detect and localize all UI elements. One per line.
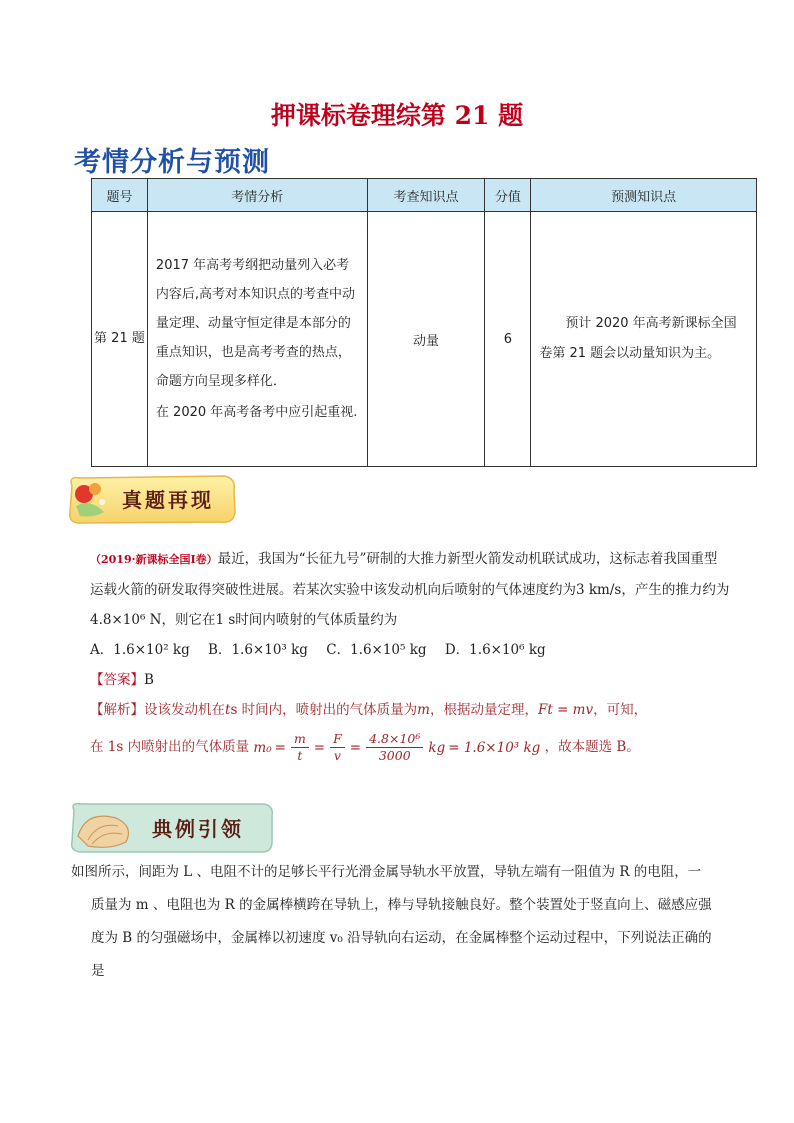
example-line: 度为 B 的匀强磁场中，金属棒以初速度 v₀ 沿导轨向右运动，在金属棒整个运动过程中，下列说法正确的: [91, 930, 712, 946]
fraction: [291, 731, 309, 764]
mass-formula: m₀ = $\frac{m}{t}$ = $\frac{F}{v}$ = $\frac{\text{4.8×10⁶}}{3000}$ kg = 1.6×10³ kg: [253, 731, 541, 763]
question-number-cell: 第 21 题: [92, 212, 148, 467]
badge-label: 真题再现: [122, 488, 214, 512]
option-b: B．1.6×10³ kg: [208, 642, 308, 658]
analysis-line-2: [90, 731, 730, 764]
col-header: 考查知识点: [367, 179, 485, 212]
example-badge: [64, 800, 278, 854]
formula-result: = 1.6×10³ kg: [448, 739, 541, 756]
var-m0: m₀: [253, 739, 272, 756]
options-line: [90, 635, 730, 665]
answer-value: B: [144, 672, 154, 688]
analysis-line-1: [90, 695, 730, 725]
analysis-paragraph: 2017 年高考考纲把动量列入必考内容后,高考对本知识点的考查中动量定理、动量守恒定律是本部分的重点知识，也是高考考查的热点，命题方向呈现多样化．: [155, 258, 356, 389]
real-exam-question: [90, 544, 730, 764]
analysis-text: ，可知，: [593, 702, 648, 718]
analysis-text: ，故本题选 B。: [544, 739, 640, 755]
numerator: 4.8×10⁶: [366, 731, 423, 748]
example-line: 是: [91, 963, 105, 979]
analysis-cell: [147, 212, 367, 467]
var-m: m: [417, 702, 430, 718]
option-c: C．1.6×10⁵ kg: [326, 642, 427, 658]
section-heading-analysis: 考情分析与预测: [74, 147, 270, 178]
analysis-text: 设该发动机在: [144, 702, 225, 718]
page-title: 押课标卷理综第 21 题: [270, 101, 524, 130]
analysis-paragraph: 在 2020 年高考备考中应引起重视.: [155, 405, 358, 420]
fraction: [330, 731, 345, 764]
example-question: [71, 856, 727, 988]
score-cell: 6: [485, 212, 531, 467]
question-source: （2019·新课标全国Ⅰ卷）: [90, 553, 218, 566]
prediction-cell: 预计 2020 年高考新课标全国卷第 21 题会以动量知识为主。: [531, 212, 757, 467]
example-line: 如图所示，间距为 L 、电阻不计的足够长平行光滑金属导轨水平放置，导轨左端有一阻值为 R 的电阻，一: [71, 864, 702, 880]
denominator: 3000: [378, 748, 411, 763]
numerator: m: [291, 731, 309, 748]
momentum-equation: Ft = mv: [537, 702, 594, 718]
denominator: t: [297, 748, 303, 763]
denominator: v: [333, 748, 341, 763]
table-row: [92, 212, 757, 467]
col-header: 题号: [92, 179, 148, 212]
col-header: 分值: [485, 179, 531, 212]
answer-line: [90, 665, 730, 695]
var-t: t: [225, 702, 231, 718]
analysis-table: [91, 178, 757, 467]
option-d: D．1.6×10⁶ kg: [444, 642, 546, 658]
fraction: [366, 731, 423, 764]
knowledge-point-cell: 动量: [367, 212, 485, 467]
col-header: 考情分析: [147, 179, 367, 212]
badge-label: 典例引领: [152, 817, 244, 841]
example-line: 质量为 m 、电阻也为 R 的金属棒横跨在导轨上，棒与导轨接触良好。整个装置处于竖直向上、磁感应强: [91, 897, 712, 913]
analysis-text: s 时间内，喷射出的气体质量为: [230, 702, 418, 718]
analysis-text: 在 1s 内喷射出的气体质量: [90, 739, 250, 755]
question-stem: [90, 544, 730, 635]
table-header-row: [92, 179, 757, 212]
option-a: A．1.6×10² kg: [90, 642, 190, 658]
numerator: F: [330, 731, 345, 748]
real-exam-badge: [64, 472, 238, 526]
analysis-text: ，根据动量定理，: [429, 702, 538, 718]
col-header: 预测知识点: [531, 179, 757, 212]
unit: kg: [428, 739, 446, 756]
analysis-label: 【解析】: [90, 702, 144, 718]
answer-label: 【答案】: [90, 672, 144, 688]
question-text: 最近，我国为“长征九号”研制的大推力新型火箭发动机联试成功，这标志着我国重型运载火箭的研发取得突破性进展。若某次实验中该发动机向后喷射的气体速度约为3 km/s，产生的推力约为4.8×10⁶ N，则它在1 s时间内喷射的气体质量约为: [90, 551, 730, 628]
